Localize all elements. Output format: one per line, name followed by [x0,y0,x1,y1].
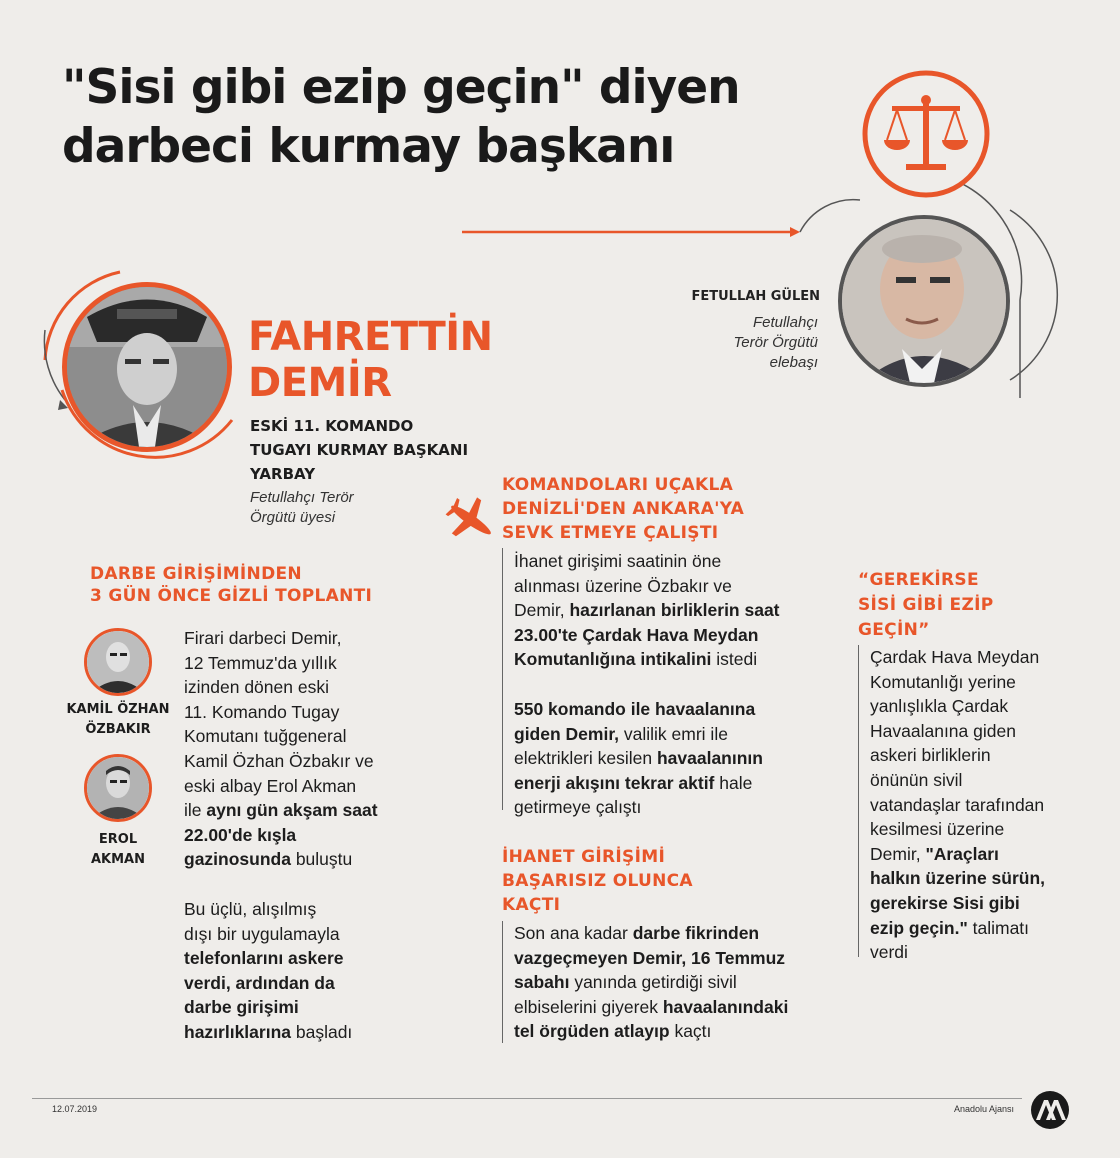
text-line: askeri birliklerin [870,745,991,766]
section2-heading-line: DENİZLİ'DEN ANKARA'YA [502,499,745,519]
demir-role-line: ESKİ 11. KOMANDO [250,417,414,435]
section1-paragraph2 [184,897,352,1045]
text-line: 12 Temmuz'da yıllık [184,652,337,673]
text-run: hale [714,772,753,793]
demir-sub-line: Fetullahçı Terör [250,489,354,506]
text-line: Komutanlığı yerine [870,671,1016,692]
text-line [184,1020,352,1045]
text-line: önünün sivil [870,769,963,790]
text-run-bold: telefonlarını askere [184,948,344,969]
text-line [514,746,763,771]
text-line [514,970,788,995]
text-run-bold: 23.00'te Çardak Hava Meydan [514,624,759,645]
text-line: vatandaşlar tarafından [870,794,1045,815]
text-line: Çardak Hava Meydan [870,647,1040,667]
text-run: elektrikleri kesilen [514,748,657,769]
text-line: eski albay Erol Akman [184,775,357,796]
text-run-bold: sabahı [514,972,570,993]
section3-heading-line: KAÇTI [502,895,561,915]
text-run-bold: gazinosunda [184,849,291,870]
section1-heading [90,563,372,607]
text-run-bold: gerekirse Sisi gibi [870,892,1020,913]
text-run-bold: hazırlanan birliklerin saat [569,600,780,621]
text-run: elbiselerini giyerek [514,996,663,1017]
text-run: Demir, [870,843,926,864]
section2-paragraph2 [514,697,763,820]
gulen-sub-line: elebaşı [769,354,818,371]
text-run-bold: darbe girişimi [184,997,299,1018]
text-line [184,847,378,872]
scales-of-justice-icon [862,70,990,198]
text-run-bold: hazırlıklarına [184,1021,291,1042]
text-line: İhanet girişimi saatinin öne [514,551,722,571]
text-line: kesilmesi üzerine [870,819,1005,840]
text-run: Son ana kadar [514,923,633,943]
demir-name [248,314,493,406]
text-line [870,866,1045,891]
demir-role [250,414,468,486]
title-line-2: darbeci kurmay başkanı [62,119,675,174]
section4-heading-line: SİSİ GİBİ EZİP [858,595,994,615]
section3-heading-line: BAŞARISIZ OLUNCA [502,871,693,891]
akman-name-line: EROL [98,832,138,847]
text-run-bold: giden Demir, [514,723,620,744]
aa-logo-icon [1030,1090,1070,1130]
footer-agency: Anadolu Ajansı [954,1104,1015,1114]
section4-heading-line: “GEREKİRSE [858,570,979,590]
ozbakir-name-line: ÖZBAKIR [85,722,151,737]
text-line [184,946,352,971]
text-run-bold: "Araçları [925,843,999,864]
section2-divider [502,548,503,810]
text-line: getirmeye çalıştı [514,797,642,818]
text-line: dışı bir uygulamayla [184,923,340,944]
section4-divider [858,645,859,957]
text-line [870,842,1045,867]
text-line: Firari darbeci Demir, [184,628,342,648]
text-run-bold: 22.00'de kışla [184,824,297,845]
text-line: yanlışlıkla Çardak [870,696,1009,717]
akman-name [56,830,180,870]
text-line [514,995,788,1020]
text-line: Havaalanına giden [870,720,1016,741]
section2-heading-line: SEVK ETMEYE ÇALIŞTI [502,523,719,543]
footer-divider [32,1098,1022,1099]
text-line [514,921,788,946]
text-line [514,946,788,971]
text-run: başladı [291,1021,353,1042]
text-run-bold: 550 komando ile havaalanına [514,699,756,719]
text-line: Komutanı tuğgeneral [184,726,347,747]
section1-heading-line: DARBE GİRİŞİMİNDEN [90,564,302,584]
text-run-bold: ezip geçin." [870,917,968,938]
text-run: yanında getirdiği sivil [569,972,737,993]
section3-divider [502,921,503,1043]
text-line: 11. Komando Tugay [184,701,340,722]
footer-date: 12.07.2019 [52,1104,98,1114]
section2-heading [502,473,744,545]
text-line [514,598,780,623]
text-line [184,798,378,823]
text-line: Kamil Özhan Özbakır ve [184,750,374,771]
text-run: kaçtı [669,1021,712,1042]
text-line [870,916,1045,941]
text-line [514,771,763,796]
text-run: talimatı [967,917,1030,938]
gulen-name: FETULLAH GÜLEN [691,289,820,304]
gulen-photo [838,215,1010,387]
demir-name-line: DEMİR [248,360,392,406]
section4-paragraph1 [870,645,1045,965]
text-run-bold: enerji akışını tekrar aktif [514,772,715,793]
text-line [514,623,780,648]
text-line [514,722,763,747]
ozbakir-photo [84,628,152,696]
text-run-bold: tel örgüden atlayıp [514,1021,670,1042]
text-line [870,891,1045,916]
text-run-bold: aynı gün akşam saat [206,800,378,821]
section4-heading [858,568,993,643]
text-run: istedi [711,649,758,670]
airplane-icon [444,494,498,546]
section4-heading-line: GEÇİN” [858,620,930,640]
akman-photo [84,754,152,822]
demir-description [250,488,354,528]
section3-heading-line: İHANET GİRİŞİMİ [502,847,666,867]
section1-heading-line: 3 GÜN ÖNCE GİZLİ TOPLANTI [90,586,373,606]
section3-heading [502,845,693,917]
gulen-sub-line: Fetullahçı [752,314,818,331]
text-run-bold: havaalanındaki [662,996,789,1017]
text-run-bold: verdi, ardından da [184,972,335,993]
text-run: valilik emri ile [619,723,728,744]
section2-paragraph1 [514,549,780,672]
text-run-bold: vazgeçmeyen Demir, 16 Temmuz [514,947,786,968]
text-line [184,823,378,848]
text-line: verdi [870,942,908,963]
akman-name-line: AKMAN [90,852,145,867]
text-line: Bu üçlü, alışılmış [184,899,317,919]
text-line [184,995,352,1020]
section1-paragraph1 [184,626,378,872]
text-run-bold: darbe fikrinden [632,923,760,943]
text-run-bold: havaalanının [656,748,763,769]
demir-sub-line: Örgütü üyesi [250,509,336,526]
ozbakir-name-line: KAMİL ÖZHAN [66,702,170,717]
demir-role-line: TUGAYI KURMAY BAŞKANI [250,441,469,459]
section2-heading-line: KOMANDOLARI UÇAKLA [502,475,734,495]
section3-paragraph1 [514,921,788,1044]
title-line-1: "Sisi gibi ezip geçin" diyen [62,60,740,115]
text-run-bold: Komutanlığına intikalini [514,649,712,670]
page-title [62,58,822,176]
text-run: Demir, [514,600,570,621]
demir-name-line: FAHRETTİN [248,314,493,360]
demir-photo [62,282,232,452]
text-line [184,971,352,996]
gulen-sub-line: Terör Örgütü [733,334,818,351]
text-run-bold: halkın üzerine sürün, [870,868,1046,889]
ozbakir-name [56,700,180,740]
text-line [514,1019,788,1044]
gulen-description [640,313,818,373]
text-line [514,647,780,672]
text-run: buluştu [290,849,353,870]
text-run: ile [184,800,207,821]
text-line: alınması üzerine Özbakır ve [514,575,732,596]
text-line [514,697,763,722]
text-line: izinden dönen eski [184,677,329,698]
demir-role-line: YARBAY [250,465,316,483]
